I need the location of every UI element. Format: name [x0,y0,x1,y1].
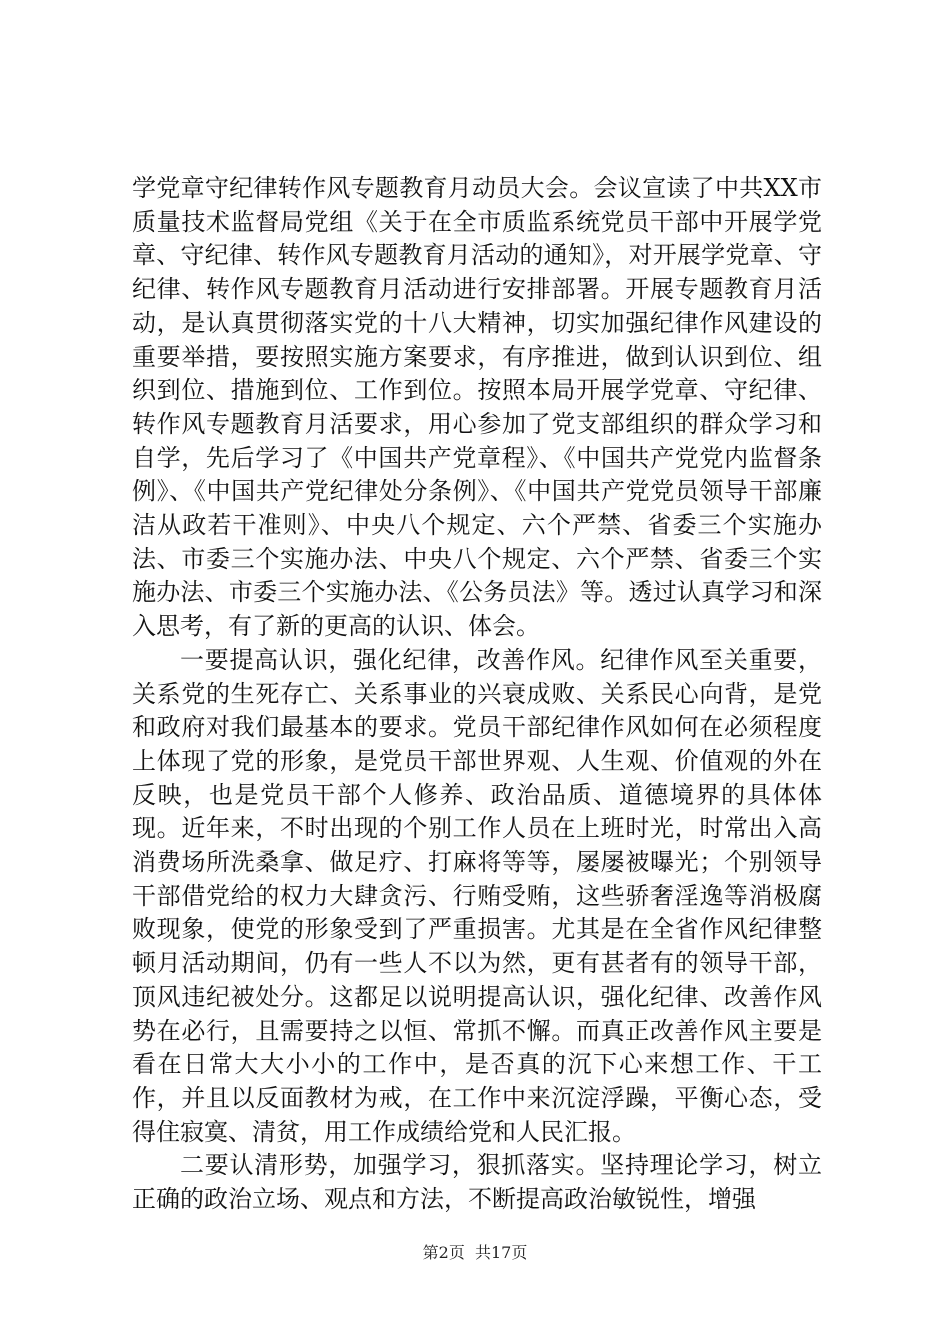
page-number-label: 第2页 共17页 [422,1243,528,1262]
paragraph-3: 二要认清形势，加强学习，狠抓落实。坚持理论学习，树立正确的政治立场、观点和方法，不断提高政治敏锐性，增强 [132,1151,822,1214]
paragraph-1: 学党章守纪律转作风专题教育月动员大会。会议宣读了中共XX市质量技术监督局党组《关于在全市质监系统党员干部中开展学党章、守纪律、转作风专题教育月活动的通知》，对开展学党章、守纪律、转作风专题教育月活动进行安排部署。开展专题教育月活动，是认真贯彻落实党的十八大精神，切实加强纪律作风建设的重要举措，要按照实施方案要求，有序推进，做到认识到位、组织到位、措施到位、工作到位。按照本局开展学党章、守纪律、转作风专题教育月活要求，用心参加了党支部组织的群众学习和自学，先后学习了《中国共产党章程》、《中国共产党党内监督条例》、《中国共产党纪律处分条例》、《中国共产党党员领导干部廉洁从政若干准则》、中央八个规定、六个严禁、省委三个实施办法、市委三个实施办法、中央八个规定、六个严禁、省委三个实施办法、市委三个实施办法、《公务员法》等。透过认真学习和深入思考，有了新的更高的认识、体会。 [132,174,822,641]
paragraph-2: 一要提高认识，强化纪律，改善作风。纪律作风至关重要，关系党的生死存亡、关系事业的兴衰成败、关系民心向背，是党和政府对我们最基本的要求。党员干部纪律作风如何在必须程度上体现了党的形象，是党员干部世界观、人生观、价值观的外在反映，也是党员干部个人修养、政治品质、道德境界的具体体现。近年来，不时出现的个别工作人员在上班时光，时常出入高消费场所洗桑拿、做足疗、打麻将等等，屡屡被曝光；个别领导干部借党给的权力大肆贪污、行贿受贿，这些骄奢淫逸等消极腐败现象，使党的形象受到了严重损害。尤其是在全省作风纪律整顿月活动期间，仍有一些人不以为然，更有甚者有的领导干部，顶风违纪被处分。这都足以说明提高认识，强化纪律、改善作风势在必行，且需要持之以恒、常抓不懈。而真正改善作风主要是看在日常大大小小的工作中，是否真的沉下心来想工作、干工作，并且以反面教材为戒，在工作中来沉淀浮躁，平衡心态，受得住寂寞、清贫，用工作成绩给党和人民汇报。 [132,645,822,1146]
page-footer [0,1240,950,1263]
document-body [132,172,822,1217]
